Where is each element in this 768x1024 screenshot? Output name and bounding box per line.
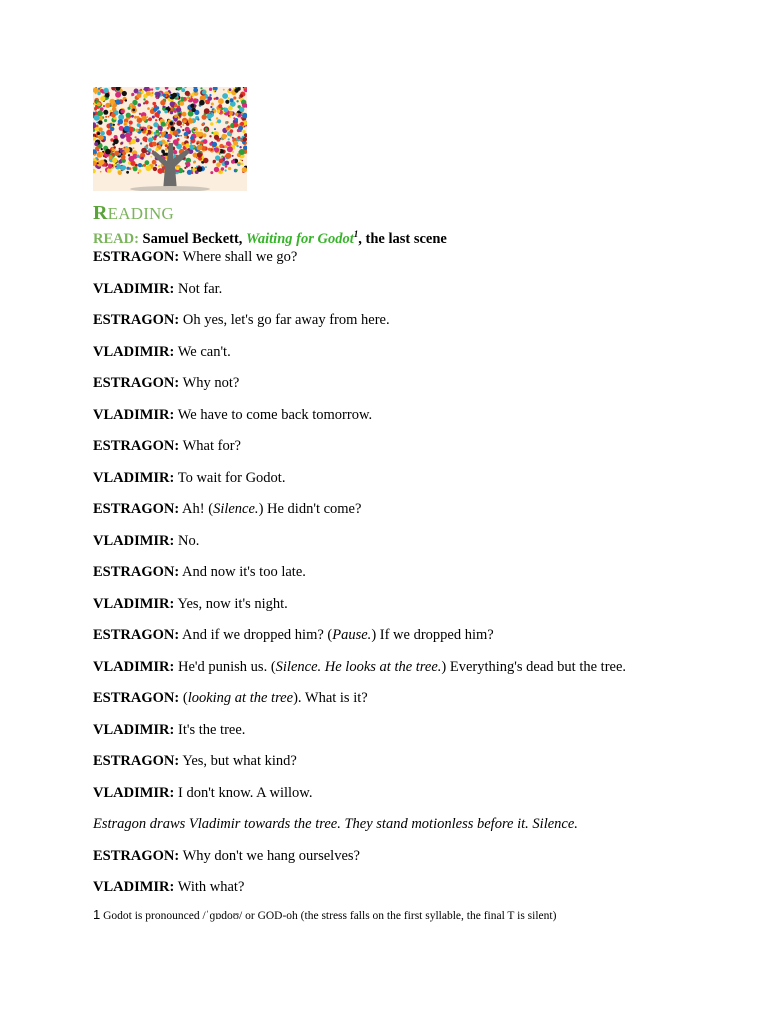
speaker-name: ESTRAGON:: [93, 249, 180, 265]
line-text: We have to come back tomorrow.: [177, 406, 373, 423]
speaker-name: VLADIMIR:: [93, 658, 175, 675]
line-text: I don't know. A willow.: [177, 784, 313, 801]
speaker-name: VLADIMIR:: [93, 721, 175, 738]
line-text: Where shall we go?: [182, 249, 298, 265]
line-text: (: [182, 690, 188, 706]
speaker-name: VLADIMIR:: [93, 784, 175, 801]
line-text: Why don't we hang ourselves?: [182, 847, 360, 864]
footnote-text: Godot is pronounced /ˈɡɒdoʊ/ or GOD-oh (the stress falls on the first syllable, the final T is silent): [103, 909, 557, 922]
stage-direction-text: Estragon draws Vladimir towards the tree. They stand motionless before it. Silence.: [93, 816, 578, 832]
line-text: To wait for Godot.: [177, 469, 286, 486]
line-text: He'd punish us. (: [177, 658, 276, 675]
speaker-name: ESTRAGON:: [93, 847, 180, 864]
speaker-name: ESTRAGON:: [93, 564, 180, 580]
speaker-name: ESTRAGON:: [93, 375, 180, 391]
line-text: It's the tree.: [177, 721, 246, 738]
line-text: No.: [177, 532, 200, 549]
colorful-tree-image: [93, 87, 247, 191]
stage-direction-text: looking at the tree: [187, 690, 294, 706]
speaker-name: ESTRAGON:: [93, 438, 180, 454]
heading-rest: EADING: [107, 204, 175, 223]
stage-direction-text: Silence. He looks at the tree.: [275, 658, 442, 675]
dialogue: [93, 247, 713, 909]
dialogue-line: [93, 405, 713, 437]
line-text: ) He didn't come?: [258, 501, 362, 517]
speaker-name: ESTRAGON:: [93, 690, 180, 706]
speaker-name: ESTRAGON:: [93, 501, 180, 517]
dialogue-line: [93, 720, 713, 752]
dialogue-line: [93, 846, 713, 878]
line-text: Ah! (: [182, 501, 214, 517]
dialogue-line: [93, 877, 713, 909]
footnote-reference: 1: [353, 229, 359, 239]
line-text: Why not?: [182, 375, 240, 391]
stage-direction: [93, 814, 713, 846]
speaker-name: VLADIMIR:: [93, 406, 175, 423]
speaker-name: ESTRAGON:: [93, 627, 180, 643]
line-text: What for?: [182, 438, 241, 454]
dialogue-line: [93, 499, 713, 531]
dialogue-line: [93, 783, 713, 815]
speaker-name: ESTRAGON:: [93, 312, 180, 328]
line-text: ) Everything's dead but the tree.: [441, 658, 627, 675]
speaker-name: VLADIMIR:: [93, 879, 175, 895]
line-text: We can't.: [177, 343, 231, 360]
line-text: Yes, but what kind?: [182, 753, 297, 769]
speaker-name: VLADIMIR:: [93, 532, 175, 549]
speaker-name: VLADIMIR:: [93, 343, 175, 360]
work-title: Waiting for Godot: [246, 230, 354, 247]
line-text: Not far.: [177, 280, 223, 297]
dialogue-line: [93, 247, 713, 279]
dialogue-line: [93, 279, 713, 311]
dialogue-line: [93, 531, 713, 563]
line-text: And if we dropped him? (: [182, 627, 333, 643]
read-assignment: [93, 225, 713, 247]
dialogue-line: [93, 468, 713, 500]
speaker-name: VLADIMIR:: [93, 469, 175, 486]
dialogue-line: [93, 373, 713, 405]
read-tail: , the last scene: [358, 230, 447, 247]
footnote-number: 1: [93, 906, 101, 922]
author-name: Samuel Beckett,: [142, 230, 243, 247]
speaker-name: ESTRAGON:: [93, 753, 180, 769]
stage-direction-text: Silence.: [213, 501, 259, 517]
dialogue-line: [93, 342, 713, 374]
line-text: ) If we dropped him?: [371, 627, 494, 643]
footnote: [93, 907, 713, 922]
line-text: With what?: [177, 879, 245, 895]
stage-direction-text: Pause.: [332, 627, 372, 643]
dialogue-line: [93, 562, 713, 594]
line-text: Oh yes, let's go far away from here.: [182, 312, 390, 328]
dialogue-line: [93, 657, 713, 689]
dialogue-line: [93, 310, 713, 342]
dialogue-line: [93, 688, 713, 720]
section-heading: [93, 203, 713, 223]
document-page: [93, 87, 713, 922]
line-text: And now it's too late.: [182, 564, 306, 580]
line-text: ). What is it?: [293, 690, 368, 706]
dialogue-line: [93, 436, 713, 468]
dialogue-line: [93, 594, 713, 626]
speaker-name: VLADIMIR:: [93, 595, 175, 612]
dialogue-line: [93, 751, 713, 783]
speaker-name: VLADIMIR:: [93, 280, 175, 297]
heading-initial: R: [93, 202, 108, 224]
read-label: READ:: [93, 230, 139, 247]
dialogue-line: [93, 625, 713, 657]
line-text: Yes, now it's night.: [177, 595, 288, 612]
